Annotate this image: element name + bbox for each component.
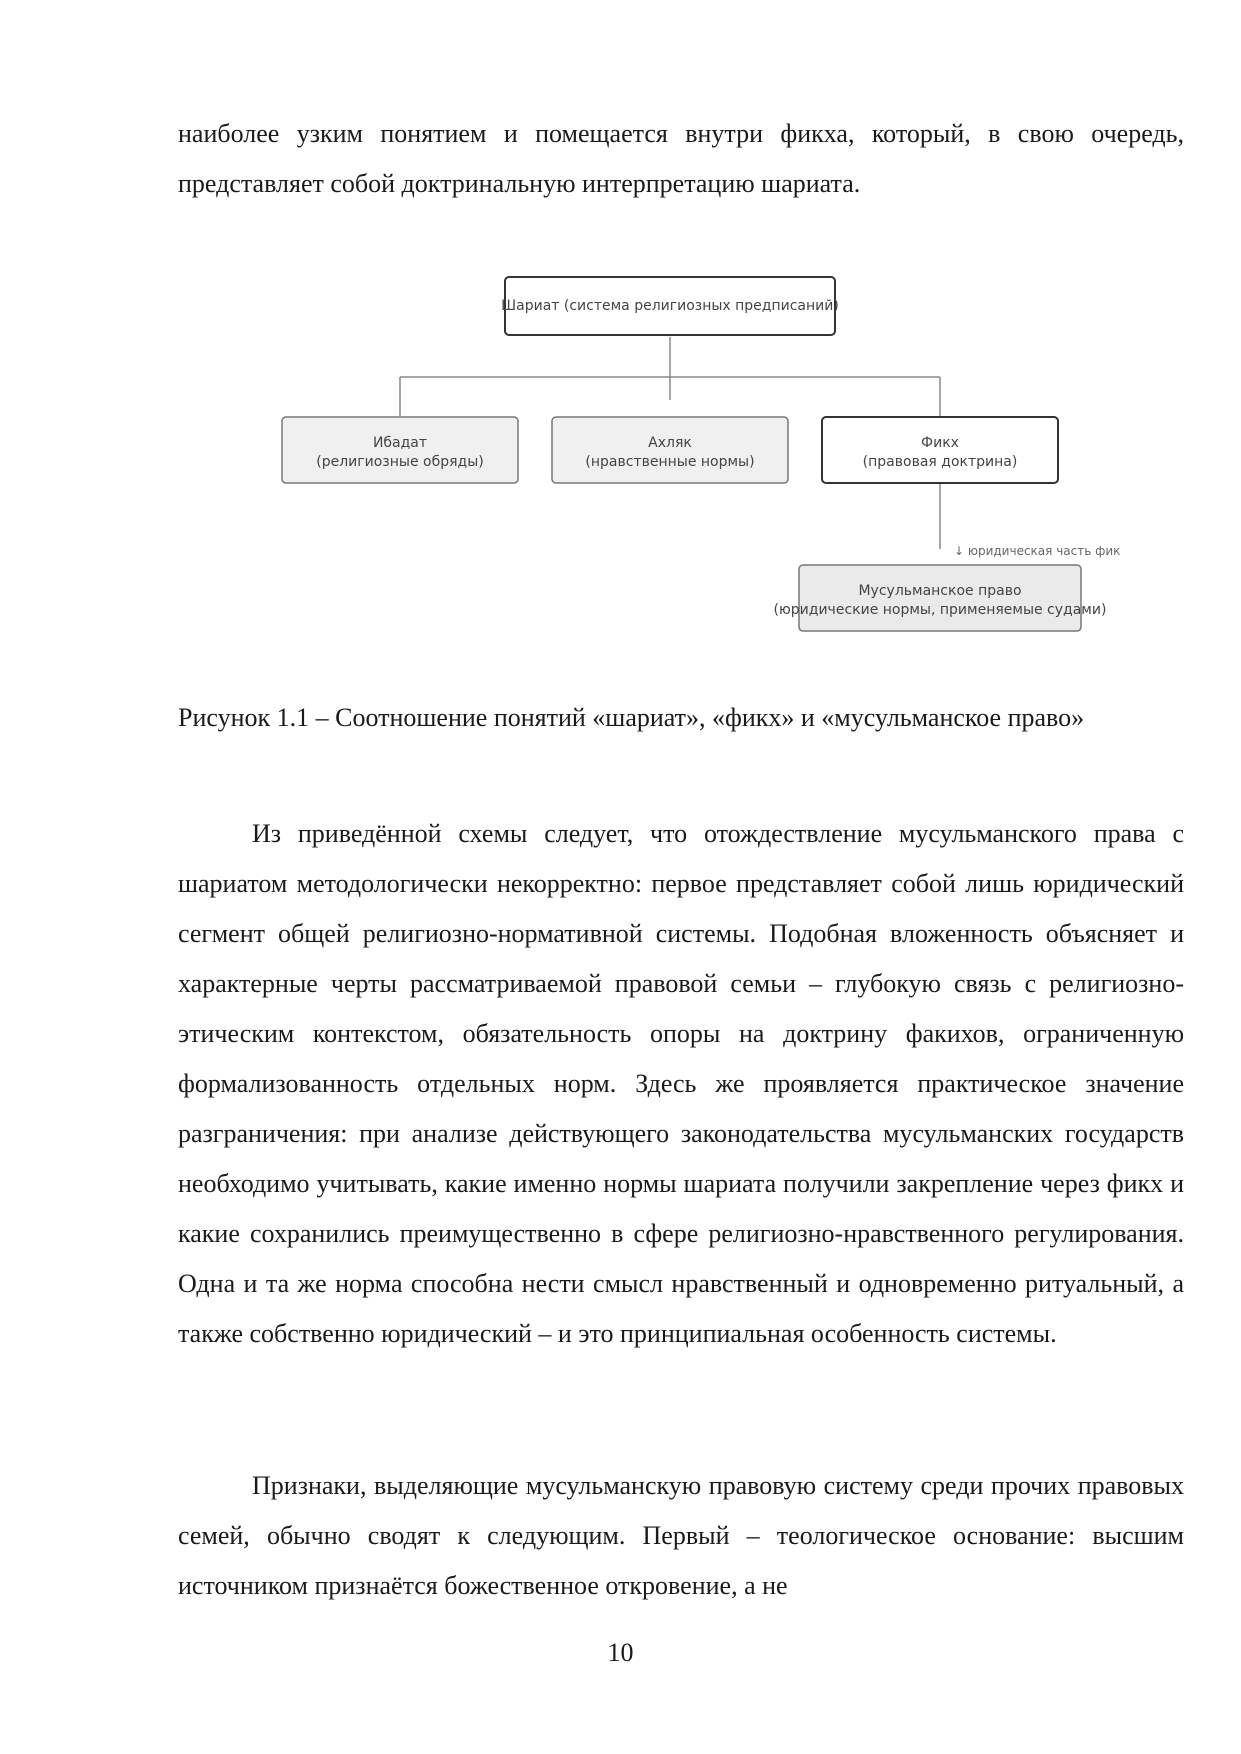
body-paragraph-1: Из приведённой схемы следует, что отождествление мусульманского права с шариатом методологически некорректно: первое представляет собой лишь юридический сегмент общей религиозно-нормативной системы. Подобная вложенность объясняет и характерные черты рассматриваемой правовой семьи – глубокую связь с религиозно-этическим контекстом, обязательность опоры на доктрину факихов, ограниченную формализованность отдельных норм. Здесь же проявляется практическое значение разграничения: при анализе действующего законодательства мусульманских государств необходимо учитывать, какие именно нормы шариата получили закрепление через фикх и какие сохранились преимущественно в сфере религиозно-нравственного регулирования. Одна и та же норма способна нести смысл нравственный и одновременно ритуальный, а также собственно юридический – и это принципиальная особенность системы. (178, 819, 1184, 1348)
intro-paragraph: наиболее узким понятием и помещается внутри фикха, который, в свою очередь, представляет собой доктринальную интерпретацию шариата. (178, 119, 1184, 198)
node-sharia (501, 277, 839, 335)
concept-diagram (270, 260, 1130, 640)
page-number: 10 (607, 1638, 634, 1667)
node-ibadat-subtitle: (религиозные обряды) (316, 454, 484, 470)
node-akhlaq (552, 417, 788, 483)
node-islamic-law-title: Мусульманское право (858, 583, 1022, 599)
node-fiqh (822, 417, 1058, 483)
figure-caption: Рисунок 1.1 – Соотношение понятий «шариат», «фикх» и «мусульманское право» (178, 703, 1085, 732)
node-sharia-title: Шариат (система религиозных предписаний) (501, 298, 839, 314)
body-paragraph-2: Признаки, выделяющие мусульманскую правовую систему среди прочих правовых семей, обычно сводят к следующим. Первый – теологическое основание: высшим источником признаётся божественное откровение, а не (178, 1471, 1184, 1600)
node-akhlaq-subtitle: (нравственные нормы) (585, 454, 755, 470)
node-fiqh-title: Фикх (921, 435, 959, 451)
node-fiqh-subtitle: (правовая доктрина) (862, 454, 1018, 470)
edge-label: ↓ юридическая часть фик (954, 544, 1121, 558)
node-islamic-law (774, 565, 1107, 631)
node-ibadat (282, 417, 518, 483)
node-islamic-law-subtitle: (юридические нормы, применяемые судами) (773, 602, 1107, 618)
node-ibadat-title: Ибадат (372, 435, 428, 451)
node-akhlaq-title: Ахляк (648, 435, 692, 451)
